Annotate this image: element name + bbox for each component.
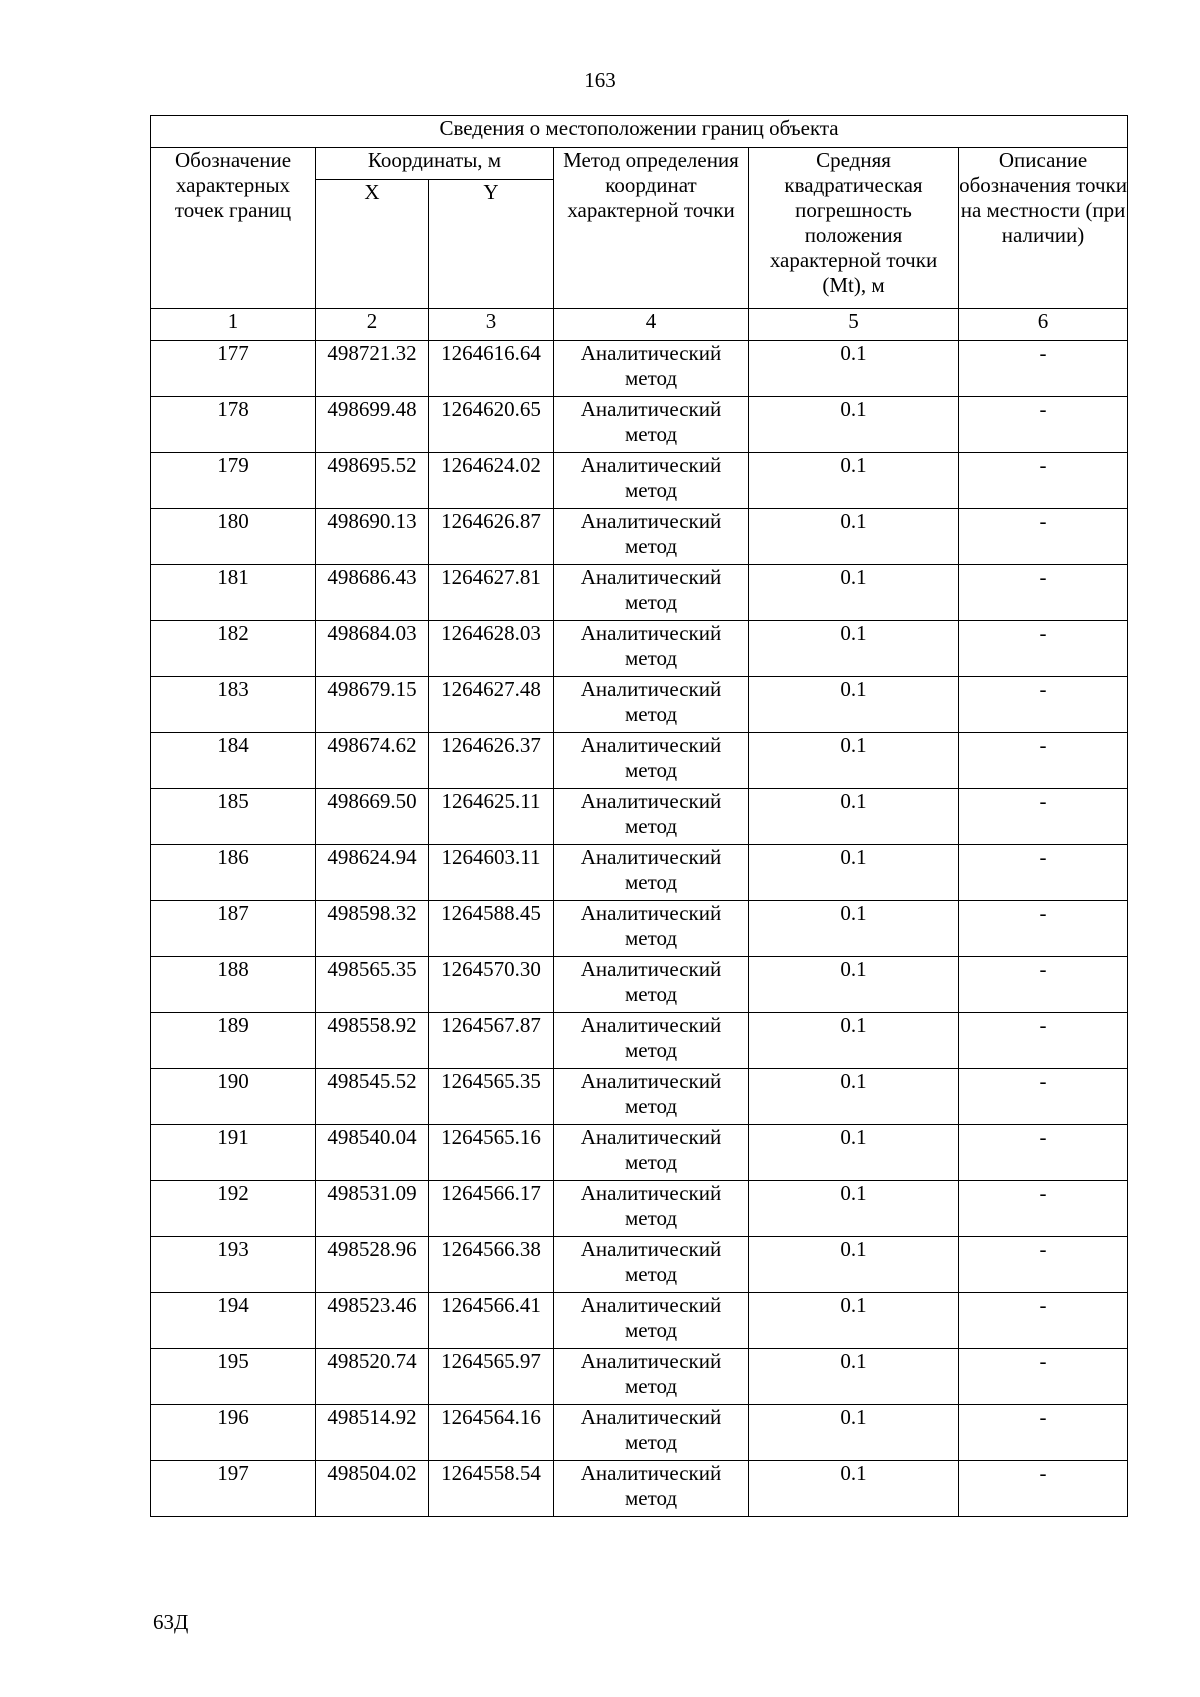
header-method: Метод определения координат характерной точки: [554, 148, 749, 309]
table-row: [151, 453, 1128, 509]
footer-code: 63Д: [153, 1610, 189, 1634]
cell-method: Аналитический метод: [554, 509, 749, 565]
table-row: [151, 565, 1128, 621]
column-number: 1: [151, 309, 316, 341]
cell-method: Аналитический метод: [554, 789, 749, 845]
column-number: 5: [749, 309, 959, 341]
cell-point: 178: [151, 397, 316, 453]
cell-x: 498565.35: [316, 957, 429, 1013]
cell-description: -: [959, 733, 1128, 789]
cell-x: 498514.92: [316, 1405, 429, 1461]
cell-x: 498598.32: [316, 901, 429, 957]
cell-x: 498528.96: [316, 1237, 429, 1293]
column-number: 6: [959, 309, 1128, 341]
cell-y: 1264603.11: [429, 845, 554, 901]
cell-description: -: [959, 1125, 1128, 1181]
cell-point: 183: [151, 677, 316, 733]
cell-x: 498690.13: [316, 509, 429, 565]
table-row: [151, 1181, 1128, 1237]
cell-method: Аналитический метод: [554, 1069, 749, 1125]
cell-y: 1264588.45: [429, 901, 554, 957]
cell-error: 0.1: [749, 453, 959, 509]
cell-y: 1264564.16: [429, 1405, 554, 1461]
cell-y: 1264627.81: [429, 565, 554, 621]
table-title: Сведения о местоположении границ объекта: [151, 116, 1128, 148]
cell-error: 0.1: [749, 1461, 959, 1517]
cell-x: 498545.52: [316, 1069, 429, 1125]
cell-y: 1264628.03: [429, 621, 554, 677]
cell-y: 1264627.48: [429, 677, 554, 733]
cell-error: 0.1: [749, 1293, 959, 1349]
cell-method: Аналитический метод: [554, 733, 749, 789]
cell-description: -: [959, 1013, 1128, 1069]
cell-method: Аналитический метод: [554, 397, 749, 453]
cell-point: 186: [151, 845, 316, 901]
cell-error: 0.1: [749, 621, 959, 677]
cell-point: 189: [151, 1013, 316, 1069]
cell-error: 0.1: [749, 733, 959, 789]
cell-description: -: [959, 453, 1128, 509]
cell-method: Аналитический метод: [554, 453, 749, 509]
table-row: [151, 1013, 1128, 1069]
cell-method: Аналитический метод: [554, 677, 749, 733]
cell-y: 1264626.87: [429, 509, 554, 565]
cell-error: 0.1: [749, 509, 959, 565]
cell-point: 180: [151, 509, 316, 565]
cell-error: 0.1: [749, 845, 959, 901]
cell-description: -: [959, 565, 1128, 621]
cell-point: 194: [151, 1293, 316, 1349]
header-point: Обозначение характерных точек границ: [151, 148, 316, 309]
cell-y: 1264566.38: [429, 1237, 554, 1293]
header-coords: Координаты, м: [316, 148, 554, 180]
column-number: 3: [429, 309, 554, 341]
table-row: [151, 1405, 1128, 1461]
cell-error: 0.1: [749, 1349, 959, 1405]
cell-error: 0.1: [749, 1013, 959, 1069]
column-number: 2: [316, 309, 429, 341]
table-title-row: [151, 116, 1128, 148]
cell-error: 0.1: [749, 565, 959, 621]
cell-point: 185: [151, 789, 316, 845]
cell-y: 1264570.30: [429, 957, 554, 1013]
cell-method: Аналитический метод: [554, 1013, 749, 1069]
cell-description: -: [959, 1461, 1128, 1517]
cell-description: -: [959, 341, 1128, 397]
table-row: [151, 341, 1128, 397]
column-number: 4: [554, 309, 749, 341]
cell-x: 498520.74: [316, 1349, 429, 1405]
cell-x: 498686.43: [316, 565, 429, 621]
cell-x: 498684.03: [316, 621, 429, 677]
table-row: [151, 1461, 1128, 1517]
table-row: [151, 1125, 1128, 1181]
table-row: [151, 1237, 1128, 1293]
cell-y: 1264565.97: [429, 1349, 554, 1405]
table-header-row: [151, 148, 1128, 180]
table-row: [151, 677, 1128, 733]
cell-y: 1264566.41: [429, 1293, 554, 1349]
cell-y: 1264620.65: [429, 397, 554, 453]
cell-y: 1264565.16: [429, 1125, 554, 1181]
header-description: Описание обозначения точки на местности (при наличии): [959, 148, 1128, 309]
cell-error: 0.1: [749, 901, 959, 957]
cell-x: 498523.46: [316, 1293, 429, 1349]
boundary-table: [150, 115, 1128, 1517]
cell-x: 498558.92: [316, 1013, 429, 1069]
cell-x: 498721.32: [316, 341, 429, 397]
cell-method: Аналитический метод: [554, 565, 749, 621]
cell-method: Аналитический метод: [554, 341, 749, 397]
header-error: Средняя квадратическая погрешность положения характерной точки (Mt), м: [749, 148, 959, 309]
cell-y: 1264558.54: [429, 1461, 554, 1517]
cell-error: 0.1: [749, 677, 959, 733]
cell-error: 0.1: [749, 1069, 959, 1125]
cell-y: 1264565.35: [429, 1069, 554, 1125]
cell-method: Аналитический метод: [554, 1237, 749, 1293]
table-row: [151, 901, 1128, 957]
cell-point: 187: [151, 901, 316, 957]
cell-point: 191: [151, 1125, 316, 1181]
table-row: [151, 789, 1128, 845]
page-number: 163: [584, 68, 616, 92]
cell-description: -: [959, 1069, 1128, 1125]
cell-method: Аналитический метод: [554, 1461, 749, 1517]
table-row: [151, 621, 1128, 677]
cell-description: -: [959, 957, 1128, 1013]
cell-method: Аналитический метод: [554, 845, 749, 901]
cell-method: Аналитический метод: [554, 1181, 749, 1237]
cell-y: 1264625.11: [429, 789, 554, 845]
cell-x: 498695.52: [316, 453, 429, 509]
table-row: [151, 1069, 1128, 1125]
cell-point: 190: [151, 1069, 316, 1125]
cell-y: 1264624.02: [429, 453, 554, 509]
cell-x: 498504.02: [316, 1461, 429, 1517]
table-row: [151, 733, 1128, 789]
header-x: X: [316, 180, 429, 309]
cell-description: -: [959, 1405, 1128, 1461]
cell-x: 498540.04: [316, 1125, 429, 1181]
cell-x: 498669.50: [316, 789, 429, 845]
cell-y: 1264567.87: [429, 1013, 554, 1069]
cell-y: 1264626.37: [429, 733, 554, 789]
cell-x: 498531.09: [316, 1181, 429, 1237]
column-numbers-row: [151, 309, 1128, 341]
cell-point: 188: [151, 957, 316, 1013]
cell-description: -: [959, 901, 1128, 957]
cell-description: -: [959, 621, 1128, 677]
cell-method: Аналитический метод: [554, 1125, 749, 1181]
cell-error: 0.1: [749, 1237, 959, 1293]
table-row: [151, 845, 1128, 901]
table-row: [151, 397, 1128, 453]
cell-point: 184: [151, 733, 316, 789]
cell-method: Аналитический метод: [554, 621, 749, 677]
cell-method: Аналитический метод: [554, 901, 749, 957]
cell-error: 0.1: [749, 397, 959, 453]
cell-method: Аналитический метод: [554, 957, 749, 1013]
table-row: [151, 957, 1128, 1013]
cell-point: 197: [151, 1461, 316, 1517]
table-row: [151, 509, 1128, 565]
cell-point: 193: [151, 1237, 316, 1293]
cell-error: 0.1: [749, 1405, 959, 1461]
cell-x: 498699.48: [316, 397, 429, 453]
cell-point: 192: [151, 1181, 316, 1237]
cell-x: 498674.62: [316, 733, 429, 789]
cell-point: 182: [151, 621, 316, 677]
cell-x: 498624.94: [316, 845, 429, 901]
cell-method: Аналитический метод: [554, 1405, 749, 1461]
cell-error: 0.1: [749, 957, 959, 1013]
cell-y: 1264566.17: [429, 1181, 554, 1237]
cell-error: 0.1: [749, 1125, 959, 1181]
cell-description: -: [959, 1349, 1128, 1405]
cell-point: 179: [151, 453, 316, 509]
cell-method: Аналитический метод: [554, 1349, 749, 1405]
cell-error: 0.1: [749, 341, 959, 397]
table-row: [151, 1349, 1128, 1405]
cell-x: 498679.15: [316, 677, 429, 733]
cell-description: -: [959, 509, 1128, 565]
cell-point: 196: [151, 1405, 316, 1461]
header-y: Y: [429, 180, 554, 309]
cell-method: Аналитический метод: [554, 1293, 749, 1349]
cell-point: 195: [151, 1349, 316, 1405]
cell-description: -: [959, 677, 1128, 733]
cell-description: -: [959, 397, 1128, 453]
cell-point: 181: [151, 565, 316, 621]
cell-error: 0.1: [749, 1181, 959, 1237]
cell-description: -: [959, 1293, 1128, 1349]
table-row: [151, 1293, 1128, 1349]
cell-error: 0.1: [749, 789, 959, 845]
cell-point: 177: [151, 341, 316, 397]
cell-y: 1264616.64: [429, 341, 554, 397]
cell-description: -: [959, 789, 1128, 845]
cell-description: -: [959, 845, 1128, 901]
cell-description: -: [959, 1237, 1128, 1293]
cell-description: -: [959, 1181, 1128, 1237]
